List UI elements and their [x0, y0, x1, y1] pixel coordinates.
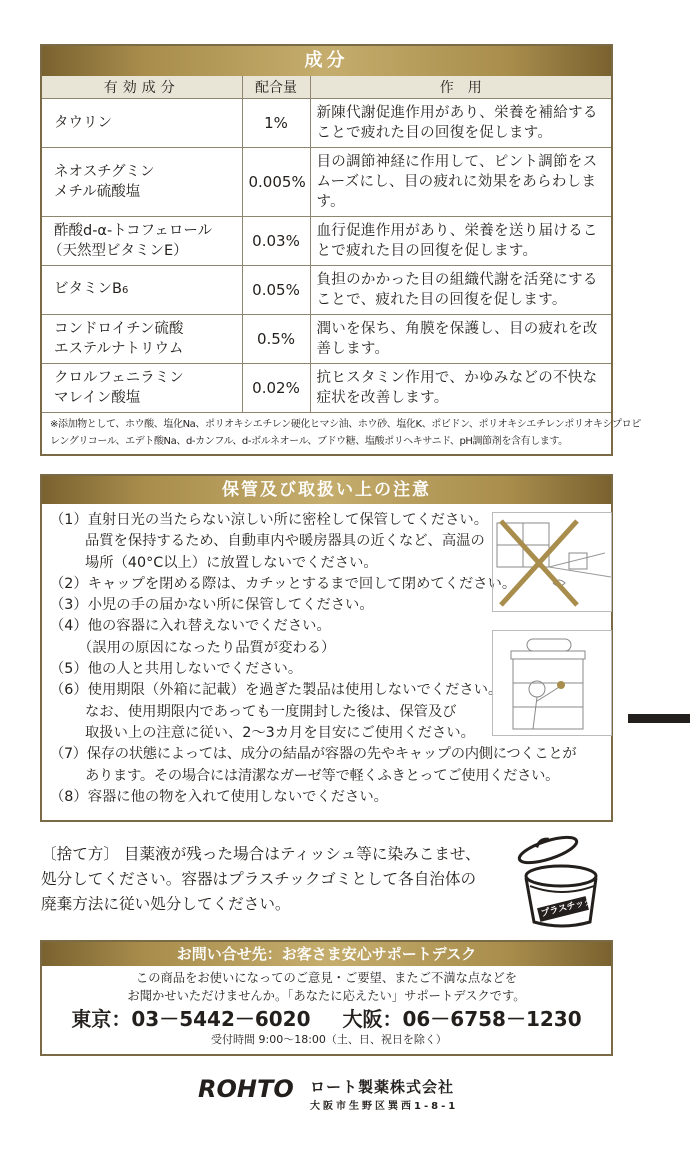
disposal-line: 処分してください。容器はプラスチックゴミとして各自治体の [41, 870, 477, 888]
table-row [42, 217, 611, 266]
table-row [42, 364, 611, 413]
ingredient-amount: 0.03% [242, 217, 310, 266]
footer-logo [198, 1075, 598, 1115]
header-ingredient: 有効成分 [42, 76, 242, 99]
ingredient-name: クロルフェニラミン マレイン酸塩 [42, 364, 242, 413]
plastic-bin-icon [510, 830, 610, 930]
ingredients-section [40, 44, 641, 456]
company-address: 大阪市生野区巽西1-8-1 [310, 1101, 459, 1112]
list-item: （2）キャップを閉める際は、カチッとするまで回して閉めてください。 [50, 575, 517, 592]
ingredient-effect: 負担のかかった目の組織代謝を活発にすることで、疲れた目の回復を促します。 [310, 266, 611, 315]
ingredient-name: ビタミンB6 [42, 266, 242, 315]
contact-section [40, 940, 613, 1056]
list-item: （誤用の原因になったり品質が変わる） [78, 639, 336, 656]
list-item: なお、使用期限内であっても一度開封した後は、保管及び [85, 703, 457, 720]
osaka-phone[interactable]: 大阪：06－6758－1230 [342, 1007, 582, 1031]
list-item: （8）容器に他の物を入れて使用しないでください。 [50, 788, 388, 805]
table-row [42, 99, 611, 148]
disposal-line: 〔捨て方〕 目薬液が残った場合はティッシュ等に染みこませ、 [41, 845, 481, 863]
ingredient-name: コンドロイチン硫酸 エステルナトリウム [42, 315, 242, 364]
table-header-row [42, 76, 611, 99]
list-item: 取扱い上の注意に従い、2〜3カ月を目安にご使用ください。 [85, 724, 475, 741]
table-row [42, 315, 611, 364]
ingredient-amount: 0.05% [242, 266, 310, 315]
ingredient-name: タウリン [42, 99, 242, 148]
ingredient-name: 酢酸d-α-トコフェロール （天然型ビタミンE） [42, 217, 242, 266]
list-item: （3）小児の手の届かない所に保管してください。 [50, 597, 374, 614]
ingredient-effect: 血行促進作用があり、栄養を送り届けることで疲れた目の回復を促します。 [310, 217, 611, 266]
list-item: （4）他の容器に入れ替えないでください。 [50, 618, 331, 635]
storage-section [40, 474, 613, 822]
ingredient-effect: 抗ヒスタミン作用で、かゆみなどの不快な症状を改善します。 [310, 364, 611, 413]
list-item: （7）保存の状態によっては、成分の結晶が容器の先やキャップの内側につくことが [50, 746, 577, 763]
rohto-logo: ROHTO [198, 1075, 294, 1103]
tokyo-phone[interactable]: 東京：03－5442－6020 [71, 1007, 311, 1031]
list-item: （6）使用期限（外箱に記載）を過ぎた製品は使用しないでください。 [50, 682, 503, 699]
ingredients-title: 成分 [42, 46, 611, 76]
list-item: あります。その場合には清潔なガーゼ等で軽くふきとってご使用ください。 [85, 767, 560, 784]
ingredient-amount: 1% [242, 99, 310, 148]
ingredient-amount: 0.005% [242, 148, 310, 217]
contact-text: この商品をお使いになってのご意見・ご要望、またご不満な点などを お聞かせいただけませんか。「あなたに応えたい」サポートデスクです。 [127, 971, 526, 1003]
bin-label: プラスチック [539, 896, 595, 920]
ingredient-amount: 0.02% [242, 364, 310, 413]
edge-marker [628, 714, 690, 723]
list-item: （5）他の人と共用しないでください。 [50, 661, 303, 678]
company-name: ロート製薬株式会社 [310, 1078, 455, 1096]
reception-hours: 受付時間 9:00〜18:00（土、日、祝日を除く） [211, 1033, 447, 1046]
ingredient-effect: 目の調節神経に作用して、ピント調節をスムーズにし、目の疲れに効果をあらわします。 [310, 148, 611, 217]
additives-note: ※添加物として、ホウ酸、塩化Na、ポリオキシエチレン硬化ヒマシ油、ホウ砂、塩化K、ポビドン、ポリオキシエチレンポリオキシプロピ レングリコール、エデト酸Na、d-カンフル、d-ボルネオール、ブドウ糖、塩酸ポリヘキサニド、pH調節剤を含有します。 [42, 412, 611, 454]
ingredients-table [42, 76, 611, 412]
list-item: 場所（40°C以上）に放置しないでください。 [85, 554, 378, 571]
disposal-instructions [41, 842, 501, 917]
ingredient-effect: 潤いを保ち、角膜を保護し、目の疲れを改善します。 [310, 315, 611, 364]
ingredient-effect: 新陳代謝促進作用があり、栄養を補給することで疲れた目の回復を促します。 [310, 99, 611, 148]
list-item: （1）直射日光の当たらない涼しい所に密栓して保管してください。 [50, 512, 488, 528]
child-reach-illustration [492, 630, 612, 736]
table-row [42, 148, 611, 217]
ingredient-amount: 0.5% [242, 315, 310, 364]
ingredient-name: ネオスチグミン メチル硫酸塩 [42, 148, 242, 217]
no-sunlight-illustration [492, 512, 612, 612]
table-row [42, 266, 611, 315]
storage-title: 保管及び取扱い上の注意 [42, 476, 611, 504]
phone-numbers [42, 1006, 611, 1032]
header-amount: 配合量 [242, 76, 310, 99]
disposal-line: 廃棄方法に従い処分してください。 [41, 895, 291, 913]
header-effect: 作 用 [310, 76, 611, 99]
contact-title: お問い合せ先：お客さま安心サポートデスク [42, 942, 611, 966]
list-item: 品質を保持するため、自動車内や暖房器具の近くなど、高温の [85, 533, 485, 550]
